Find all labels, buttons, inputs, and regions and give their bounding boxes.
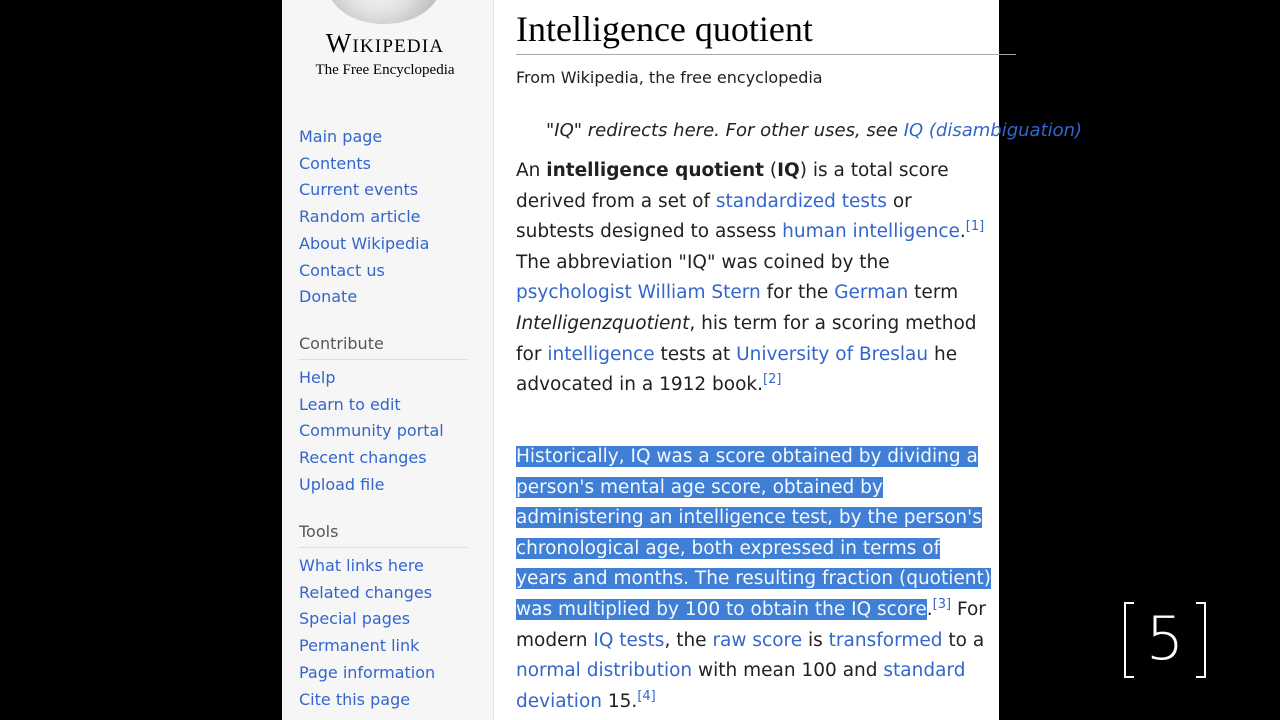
text-run: ) is a total score derived from a set of — [516, 160, 949, 212]
text-run: . — [959, 221, 966, 243]
text-run: , the — [664, 629, 713, 651]
nav-help[interactable]: Help — [299, 368, 336, 387]
nav-page-information[interactable]: Page information — [299, 662, 436, 682]
nav-donate[interactable]: Donate — [299, 287, 358, 307]
link-intelligence[interactable]: intelligence — [547, 343, 655, 365]
link-standardized-tests[interactable]: standardized tests — [715, 190, 887, 212]
hatnote-text: "IQ" redirects here. For other uses, see — [546, 120, 904, 141]
citation-link-3[interactable]: [3] — [932, 596, 952, 612]
text-run: . — [926, 598, 933, 620]
bold-term-iq: IQ — [777, 160, 800, 181]
wikipedia-globe-logo[interactable] — [328, 0, 440, 24]
text-run: The abbreviation "IQ" was coined by the — [516, 251, 890, 273]
lead-paragraph-1 — [516, 156, 994, 401]
text-run: with mean 100 and — [692, 660, 884, 682]
link-william-stern[interactable]: William Stern — [637, 282, 761, 304]
browser-page — [282, 0, 1083, 720]
nav-permanent-link[interactable]: Permanent link — [299, 636, 420, 656]
page-title: Intelligence quotient — [516, 9, 813, 49]
citation-3 — [933, 597, 951, 612]
nav-random-article[interactable]: Random article — [299, 207, 421, 227]
citation-link-4[interactable]: [4] — [637, 688, 656, 704]
nav-community-portal[interactable]: Community portal — [299, 421, 444, 441]
link-transformed[interactable]: transformed — [828, 629, 943, 651]
nav-main-page[interactable]: Main page — [299, 127, 383, 146]
sidebar — [282, 0, 493, 720]
text-run: he advocated in a 1912 book. — [516, 343, 958, 396]
citation-link-1[interactable]: [1] — [965, 219, 985, 235]
nav-special-pages[interactable]: Special pages — [299, 609, 411, 629]
nav-current-events[interactable]: Current events — [299, 180, 419, 200]
text-run: term — [908, 282, 959, 304]
citation-4 — [637, 689, 655, 704]
nav-what-links-here[interactable]: What links here — [299, 556, 424, 575]
title-divider — [516, 54, 1016, 55]
tools-heading: Tools — [299, 522, 467, 548]
wikipedia-wordmark[interactable]: Wikipedia — [325, 28, 445, 58]
tools-menu — [299, 553, 469, 713]
selected-text-highlight[interactable]: Historically, IQ was a score obtained by dividing a person's mental age score, obtained by administering an intelligence test, by the person's chronological age, both expressed in terms of years and months. The resulting fraction (quotient) was multiplied by 100 to obtain the IQ score — [516, 446, 991, 620]
nav-related-changes[interactable]: Related changes — [299, 582, 433, 602]
text-run: is — [802, 629, 829, 651]
text-run: An — [516, 160, 547, 181]
link-human-intelligence[interactable]: human intelligence — [782, 221, 960, 243]
overlay-number: 5 — [1145, 604, 1185, 674]
contribute-heading: Contribute — [299, 334, 467, 360]
nav-learn-to-edit[interactable]: Learn to edit — [299, 394, 401, 414]
nav-contents[interactable]: Contents — [299, 153, 371, 173]
right-bracket — [1196, 602, 1206, 678]
text-run: ( — [763, 160, 778, 181]
bold-term-intelligence-quotient: intelligence quotient — [546, 160, 764, 181]
link-normal-distribution[interactable]: normal distribution — [516, 660, 693, 682]
nav-about-wikipedia[interactable]: About Wikipedia — [299, 233, 430, 253]
link-standard-deviation[interactable]: standard deviation — [516, 660, 966, 712]
wikipedia-tagline: The Free Encyclopedia — [315, 62, 455, 78]
citation-1 — [966, 219, 984, 234]
nav-upload-file[interactable]: Upload file — [299, 474, 385, 494]
hatnote-disambiguation-link[interactable]: IQ (disambiguation) — [903, 120, 1083, 141]
contribute-menu — [299, 365, 469, 499]
site-subtitle: From Wikipedia, the free encyclopedia — [516, 68, 823, 87]
hatnote — [546, 120, 1082, 141]
citation-link-2[interactable]: [2] — [763, 372, 782, 387]
italic-term-intelligenzquotient: Intelligenzquotient — [516, 312, 690, 334]
text-run: , his term for a scoring method for — [516, 312, 977, 365]
article-content — [493, 0, 1083, 720]
text-run: 15. — [602, 690, 638, 712]
text-run: for the — [760, 282, 835, 304]
text-run: tests at — [654, 343, 737, 365]
nav-contact-us[interactable]: Contact us — [299, 260, 385, 280]
lead-paragraph-2 — [516, 442, 994, 717]
link-psychologist[interactable]: psychologist — [516, 282, 632, 304]
link-iq-tests[interactable]: IQ tests — [593, 629, 665, 651]
link-university-of-breslau[interactable]: University of Breslau — [736, 343, 929, 365]
citation-2 — [763, 372, 781, 387]
navigation-menu — [299, 124, 469, 311]
nav-cite-this-page[interactable]: Cite this page — [299, 689, 411, 709]
text-run: For modern — [516, 598, 986, 651]
citation-number-overlay — [1122, 600, 1208, 678]
nav-recent-changes[interactable]: Recent changes — [299, 448, 427, 468]
text-run: or subtests designed to assess — [516, 190, 912, 243]
text-run: to a — [942, 629, 985, 651]
link-german[interactable]: German — [834, 282, 909, 304]
link-raw-score[interactable]: raw score — [712, 629, 803, 651]
